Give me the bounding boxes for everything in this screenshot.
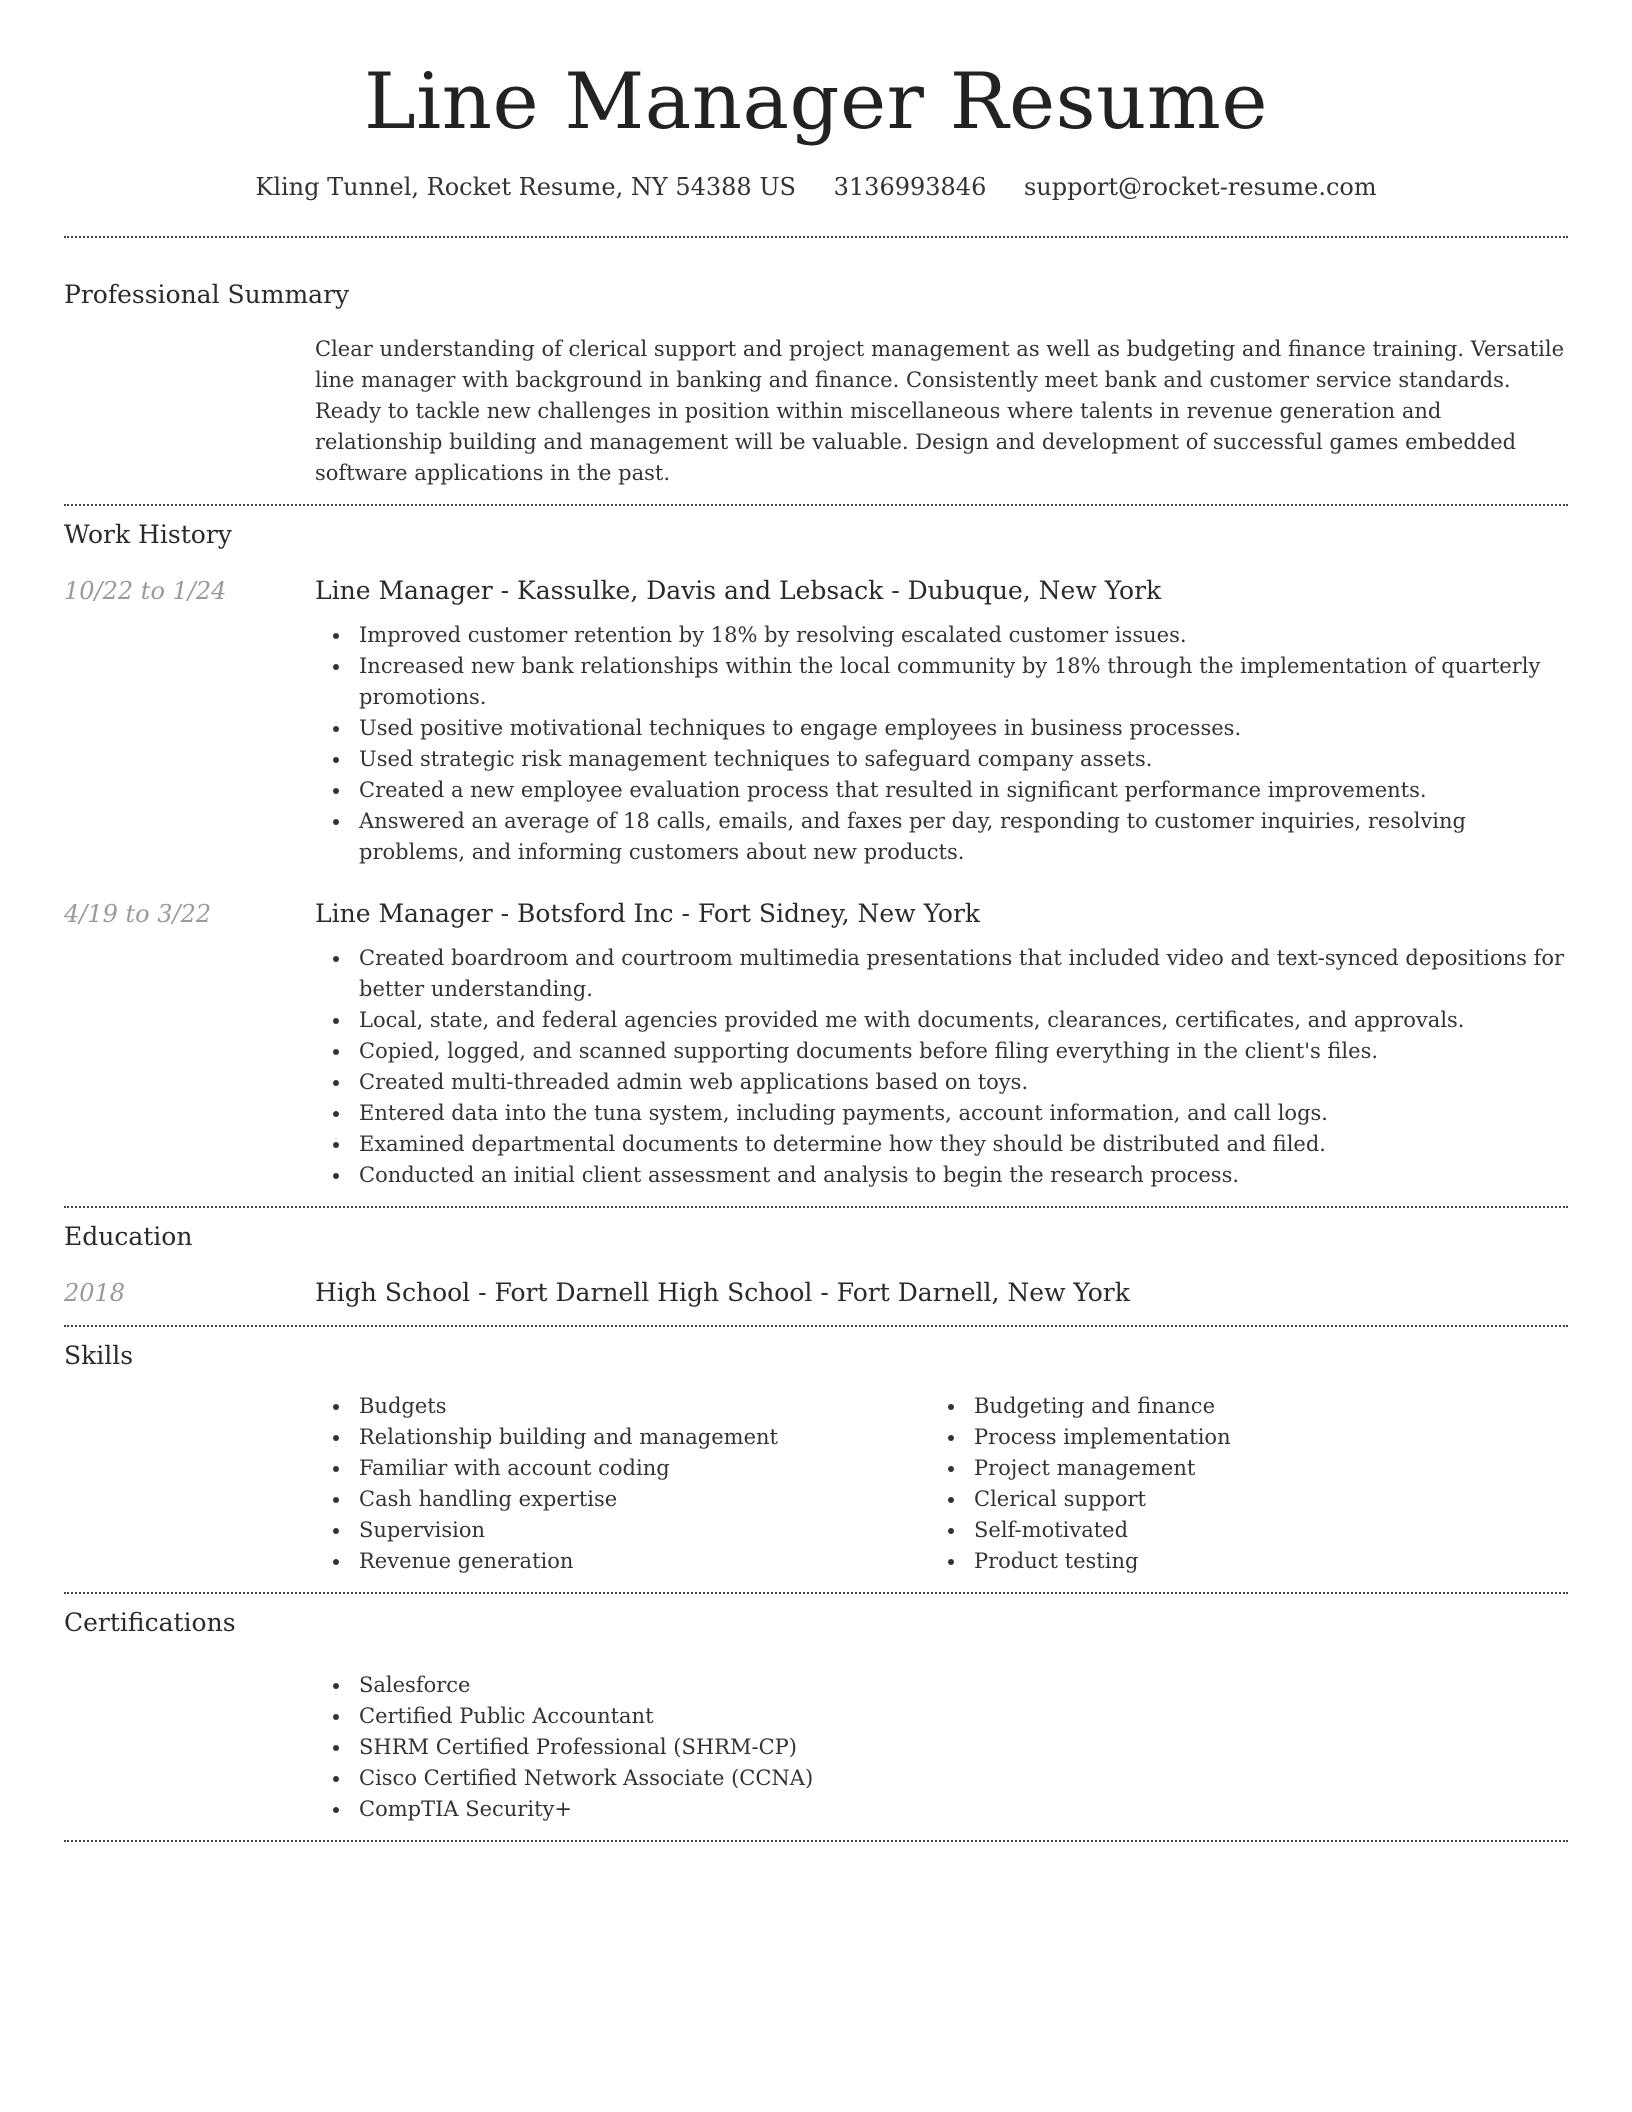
work-history-section [64, 518, 1568, 1191]
divider [64, 236, 1568, 238]
list-item: Familiar with account coding [315, 1453, 930, 1484]
contact-email: support@rocket-resume.com [1023, 173, 1377, 201]
divider [64, 504, 1568, 506]
list-item: CompTIA Security+ [315, 1794, 1568, 1825]
list-item: Copied, logged, and scanned supporting documents before filing everything in the client's files. [315, 1036, 1568, 1067]
skills-section [64, 1339, 1568, 1577]
certifications-list [315, 1670, 1568, 1825]
divider [64, 1592, 1568, 1594]
list-item: Salesforce [315, 1670, 1568, 1701]
list-item: SHRM Certified Professional (SHRM-CP) [315, 1732, 1568, 1763]
section-title-certifications: Certifications [64, 1608, 236, 1637]
summary-section [64, 278, 1568, 489]
list-item: Supervision [315, 1515, 930, 1546]
list-item: Improved customer retention by 18% by resolving escalated customer issues. [315, 620, 1568, 651]
list-item: Cisco Certified Network Associate (CCNA) [315, 1763, 1568, 1794]
education-heading: High School - Fort Darnell High School - Fort Darnell, New York [315, 1278, 1130, 1307]
list-item: Relationship building and management [315, 1422, 930, 1453]
list-item: Project management [930, 1453, 1545, 1484]
list-item: Entered data into the tuna system, including payments, account information, and call logs. [315, 1098, 1568, 1129]
summary-text: Clear understanding of clerical support and project management as well as budgeting and finance training. Versatile line manager with background in banking and finance. Consistently meet bank and customer service standards. Ready to tackle new challenges in position within miscellaneous where talents in revenue generation and relationship building and management will be valuable. Design and development of successful games embedded software applications in the past. [315, 337, 1565, 485]
list-item: Created boardroom and courtroom multimedia presentations that included video and text-synced depositions for better understanding. [315, 943, 1568, 1005]
job-bullets [315, 620, 1568, 868]
section-title-education: Education [64, 1222, 193, 1251]
skills-grid [315, 1391, 1568, 1577]
job-dates: 10/22 to 1/24 [64, 577, 227, 605]
list-item: Created multi-threaded admin web applications based on toys. [315, 1067, 1568, 1098]
contact-address: Kling Tunnel, Rocket Resume, NY 54388 US [255, 173, 796, 201]
list-item: Increased new bank relationships within the local community by 18% through the implementation of quarterly promotions. [315, 651, 1568, 713]
list-item: Product testing [930, 1546, 1545, 1577]
contact-phone: 3136993846 [833, 173, 987, 201]
list-item: Answered an average of 18 calls, emails, and faxes per day, responding to customer inquiries, resolving problems, and informing customers about new products. [315, 806, 1568, 868]
list-item: Budgeting and finance [930, 1391, 1545, 1422]
list-item: Local, state, and federal agencies provided me with documents, clearances, certificates, and approvals. [315, 1005, 1568, 1036]
job-entry [64, 574, 1568, 868]
list-item: Certified Public Accountant [315, 1701, 1568, 1732]
job-bullets [315, 943, 1568, 1191]
list-item: Self-motivated [930, 1515, 1545, 1546]
section-title-work-history: Work History [64, 520, 232, 549]
list-item: Process implementation [930, 1422, 1545, 1453]
list-item: Used positive motivational techniques to engage employees in business processes. [315, 713, 1568, 744]
job-entry [64, 897, 1568, 1191]
list-item: Conducted an initial client assessment and analysis to begin the research process. [315, 1160, 1568, 1191]
list-item: Examined departmental documents to determine how they should be distributed and filed. [315, 1129, 1568, 1160]
list-item: Budgets [315, 1391, 930, 1422]
job-dates: 4/19 to 3/22 [64, 900, 212, 928]
list-item: Revenue generation [315, 1546, 930, 1577]
resume-header [64, 0, 1568, 204]
list-item: Cash handling expertise [315, 1484, 930, 1515]
resume-page [64, 0, 1568, 1842]
skills-list-right [930, 1391, 1545, 1577]
divider [64, 1206, 1568, 1208]
list-item: Clerical support [930, 1484, 1545, 1515]
resume-title: Line Manager Resume [364, 57, 1268, 147]
divider [64, 1840, 1568, 1842]
list-item: Created a new employee evaluation process that resulted in significant performance improvements. [315, 775, 1568, 806]
job-heading: Line Manager - Botsford Inc - Fort Sidney, New York [315, 899, 981, 928]
certifications-section [64, 1606, 1568, 1825]
education-entry [64, 1276, 1568, 1310]
divider [64, 1325, 1568, 1327]
contact-line [64, 170, 1568, 204]
job-heading: Line Manager - Kassulke, Davis and Lebsack - Dubuque, New York [315, 576, 1162, 605]
education-section [64, 1220, 1568, 1310]
section-title-summary: Professional Summary [64, 280, 350, 309]
skills-list-left [315, 1391, 930, 1577]
education-year: 2018 [64, 1279, 126, 1307]
list-item: Used strategic risk management techniques to safeguard company assets. [315, 744, 1568, 775]
section-title-skills: Skills [64, 1341, 134, 1370]
